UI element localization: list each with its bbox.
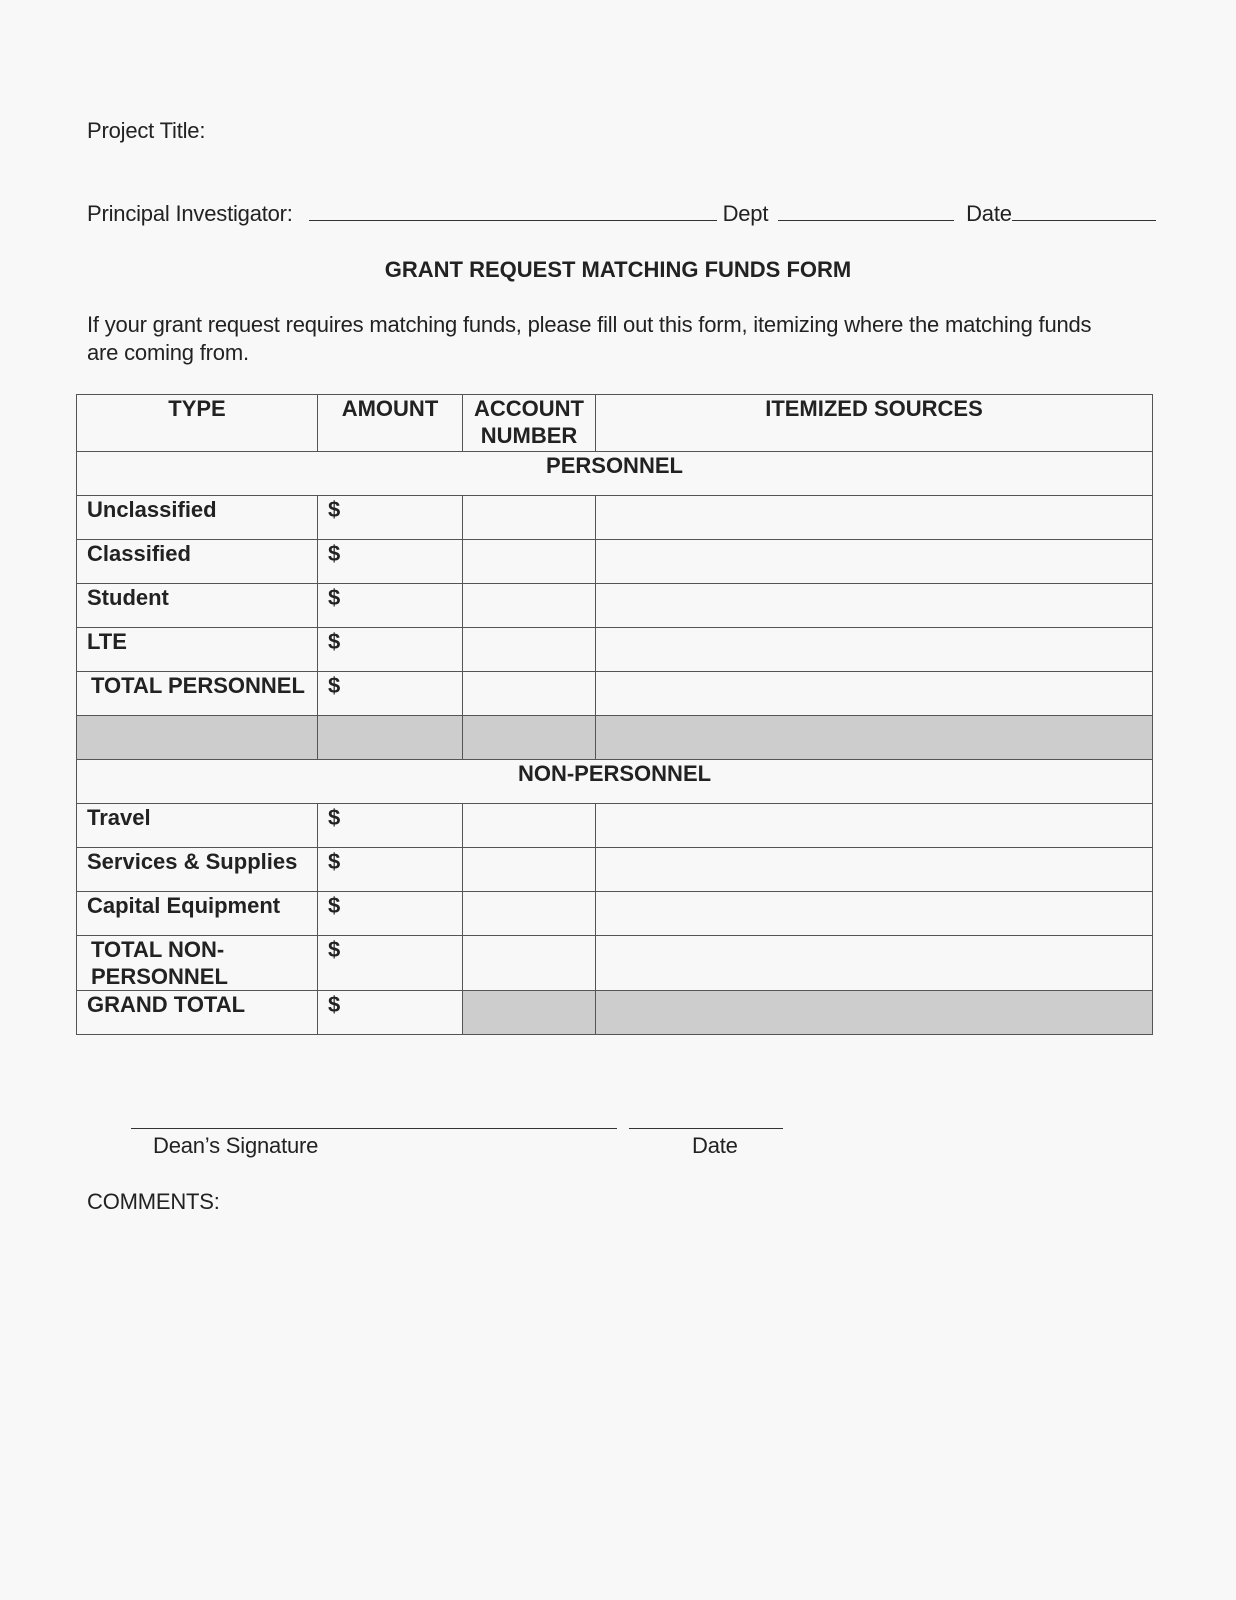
personnel-heading: PERSONNEL (77, 452, 1153, 496)
column-header-account-number: ACCOUNT NUMBER (463, 395, 596, 452)
account-number-field[interactable] (463, 540, 596, 584)
table-row (77, 936, 1153, 991)
table-row (77, 672, 1153, 716)
amount-field[interactable]: $ (318, 540, 463, 584)
account-number-field[interactable] (463, 672, 596, 716)
account-number-field[interactable] (463, 628, 596, 672)
account-number-field[interactable] (463, 804, 596, 848)
non-personnel-section-row (77, 760, 1153, 804)
row-type-label: Classified (77, 540, 318, 584)
table-row (77, 628, 1153, 672)
grand-total-amount-field[interactable]: $ (318, 991, 463, 1035)
deans-signature-label: Dean’s Signature (153, 1133, 319, 1158)
date-label: Date (966, 201, 1012, 226)
row-type-label: Services & Supplies (77, 848, 318, 892)
row-type-label: Unclassified (77, 496, 318, 540)
account-number-field[interactable] (463, 936, 596, 991)
itemized-sources-field[interactable] (596, 628, 1153, 672)
row-type-label: Travel (77, 804, 318, 848)
itemized-sources-field[interactable] (596, 496, 1153, 540)
column-header-itemized-sources: ITEMIZED SOURCES (596, 395, 1153, 452)
itemized-sources-field[interactable] (596, 672, 1153, 716)
dept-field[interactable] (778, 200, 954, 221)
table-row (77, 496, 1153, 540)
signature-date-line[interactable] (629, 1128, 783, 1129)
itemized-sources-field[interactable] (596, 584, 1153, 628)
account-number-field[interactable] (463, 584, 596, 628)
table-header-row (77, 395, 1153, 452)
pi-line (87, 200, 1156, 227)
amount-field[interactable]: $ (318, 892, 463, 936)
shaded-cell (596, 991, 1153, 1035)
matching-funds-table (76, 394, 1153, 1035)
pi-label: Principal Investigator: (87, 201, 293, 226)
itemized-sources-field[interactable] (596, 804, 1153, 848)
itemized-sources-field[interactable] (596, 848, 1153, 892)
form-title: GRANT REQUEST MATCHING FUNDS FORM (384, 257, 852, 282)
shaded-cell (77, 716, 318, 760)
table-row (77, 804, 1153, 848)
project-title-label: Project Title: (87, 118, 206, 143)
row-type-label: LTE (77, 628, 318, 672)
shaded-cell (318, 716, 463, 760)
row-type-label: TOTAL PERSONNEL (77, 672, 318, 716)
shaded-cell (596, 716, 1153, 760)
grand-total-row (77, 991, 1153, 1035)
amount-field[interactable]: $ (318, 628, 463, 672)
amount-field[interactable]: $ (318, 496, 463, 540)
itemized-sources-field[interactable] (596, 892, 1153, 936)
personnel-section-row (77, 452, 1153, 496)
deans-signature-line[interactable] (131, 1128, 617, 1129)
table-row (77, 892, 1153, 936)
itemized-sources-field[interactable] (596, 936, 1153, 991)
row-type-label: Capital Equipment (77, 892, 318, 936)
column-header-amount: AMOUNT (318, 395, 463, 452)
amount-field[interactable]: $ (318, 672, 463, 716)
signature-date-label: Date (692, 1133, 738, 1158)
amount-field[interactable]: $ (318, 936, 463, 991)
account-number-field[interactable] (463, 848, 596, 892)
non-personnel-heading: NON-PERSONNEL (77, 760, 1153, 804)
dept-label: Dept (722, 201, 769, 226)
table-row (77, 584, 1153, 628)
itemized-sources-field[interactable] (596, 540, 1153, 584)
account-number-field[interactable] (463, 496, 596, 540)
row-type-label: Student (77, 584, 318, 628)
account-number-field[interactable] (463, 892, 596, 936)
amount-field[interactable]: $ (318, 848, 463, 892)
table-row (77, 540, 1153, 584)
shaded-spacer-row (77, 716, 1153, 760)
comments-label: COMMENTS: (87, 1189, 220, 1214)
date-field[interactable] (1012, 200, 1156, 221)
row-type-label: TOTAL NON-PERSONNEL (77, 936, 318, 991)
shaded-cell (463, 991, 596, 1035)
column-header-type: TYPE (77, 395, 318, 452)
grand-total-label: GRAND TOTAL (77, 991, 318, 1035)
table-row (77, 848, 1153, 892)
intro-text: If your grant request requires matching funds, please fill out this form, itemizing where the matching funds are coming from. (87, 312, 1092, 365)
amount-field[interactable]: $ (318, 804, 463, 848)
shaded-cell (463, 716, 596, 760)
amount-field[interactable]: $ (318, 584, 463, 628)
pi-field[interactable] (309, 200, 717, 221)
